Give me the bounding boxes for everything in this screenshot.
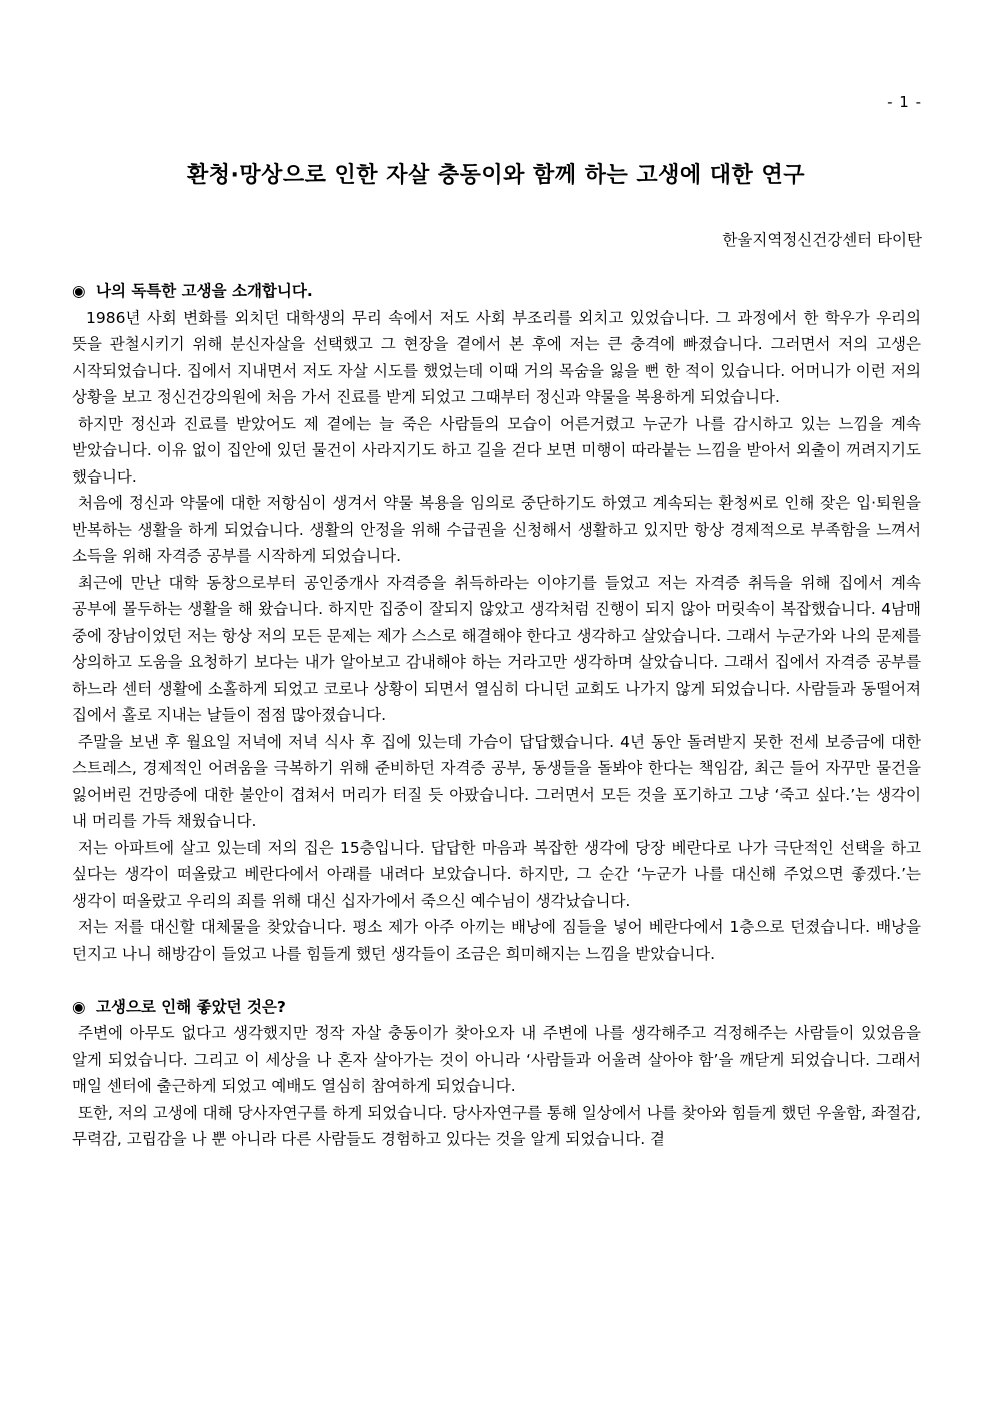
author-affiliation: 한울지역정신건강센터 타이탄 [722,231,922,249]
section-heading-text: 나의 독특한 고생을 소개합니다. [96,282,313,300]
section-heading [72,278,921,305]
document-title: 환청·망상으로 인한 자살 충동이와 함께 하는 고생에 대한 연구 [187,163,805,188]
paragraph: 저는 저를 대신할 대체물을 찾았습니다. 평소 제가 아주 아끼는 배낭에 짐들을 넣어 베란다에서 1층으로 던졌습니다. 배낭을 던지고 나니 해방감이 들었고 나를 힘들게 했던 생각들이 조금은 희미해지는 느낌을 받았습니다. [72,918,921,963]
paragraph: 주변에 아무도 없다고 생각했지만 정작 자살 충동이가 찾아오자 내 주변에 나를 생각해주고 걱정해주는 사람들이 있었음을 알게 되었습니다. 그리고 이 세상을 나 혼자 살아가는 것이 아니라 ‘사람들과 어울려 살아야 함’을 깨닫게 되었습니다. 그래서 매일 센터에 출근하게 되었고 예배도 열심히 참여하게 되었습니다. [72,1024,921,1095]
paragraph: 1986년 사회 변화를 외치던 대학생의 무리 속에서 저도 사회 부조리를 외치고 있었습니다. 그 과정에서 한 학우가 우리의 뜻을 관철시키기 위해 분신자살을 선택했고 그 현장을 곁에서 본 후에 저는 큰 충격에 빠졌습니다. 그러면서 저의 고생은 시작되었습니다. 집에서 지내면서 저도 자살 시도를 했었는데 이때 거의 목숨을 잃을 뻔 한 적이 있습니다. 어머니가 이런 저의 상황을 보고 정신건강의원에 처음 가서 진료를 받게 되었고 그때부터 정신과 약물을 복용하게 되었습니다. [72,308,921,406]
paragraph: 주말을 보낸 후 월요일 저녁에 저녁 식사 후 집에 있는데 가슴이 답답했습니다. 4년 동안 돌려받지 못한 전세 보증금에 대한 스트레스, 경제적인 어려움을 극복하기 위해 준비하던 자격증 공부, 동생들을 돌봐야 한다는 책임감, 최근 들어 자꾸만 물건을 잃어버린 건망증에 대한 불안이 겹쳐서 머리가 터질 듯 아팠습니다. 그러면서 모든 것을 포기하고 그냥 ‘죽고 싶다.’는 생각이 내 머리를 가득 채웠습니다. [72,732,921,830]
paragraph: 최근에 만난 대학 동창으로부터 공인중개사 자격증을 취득하라는 이야기를 들었고 저는 자격증 취득을 위해 집에서 계속 공부에 몰두하는 생활을 해 왔습니다. 하지만 집중이 잘되지 않았고 생각처럼 진행이 되지 않아 머릿속이 복잡했습니다. 4남매 중에 장남이었던 저는 항상 저의 모든 문제는 제가 스스로 해결해야 한다고 생각하고 살았습니다. 그래서 누군가와 나의 문제를 상의하고 도움을 요청하기 보다는 내가 알아보고 감내해야 하는 거라고만 생각하며 살았습니다. 그래서 집에서 자격증 공부를 하느라 센터 생활에 소홀하게 되었고 코로나 상황이 되면서 열심히 다니던 교회도 나가지 않게 되었습니다. 사람들과 동떨어져 집에서 홀로 지내는 날들이 점점 많아졌습니다. [72,573,921,724]
bullet-circle-icon: ◉ [72,997,86,1016]
section-benefits [72,994,921,1153]
page-number: - 1 - [887,93,922,111]
section-introduction [72,278,921,967]
section-spacer [72,967,921,994]
paragraph: 처음에 정신과 약물에 대한 저항심이 생겨서 약물 복용을 임의로 중단하기도 하였고 계속되는 환청씨로 인해 잦은 입·퇴원을 반복하는 생활을 하게 되었습니다. 생활의 안정을 위해 수급권을 신청해서 생활하고 있지만 항상 경제적으로 부족함을 느껴서 소득을 위해 자격증 공부를 시작하게 되었습니다. [72,494,921,565]
paragraph: 하지만 정신과 진료를 받았어도 제 곁에는 늘 죽은 사람들의 모습이 어른거렸고 누군가 나를 감시하고 있는 느낌을 계속 받았습니다. 이유 없이 집안에 있던 물건이 사라지기도 하고 길을 걷다 보면 미행이 따라붙는 느낌을 받아서 외출이 꺼려지기도 했습니다. [72,414,921,486]
paragraph: 저는 아파트에 살고 있는데 저의 집은 15층입니다. 답답한 마음과 복잡한 생각에 당장 베란다로 나가 극단적인 선택을 하고 싶다는 생각이 떠올랐고 베란다에서 아래를 내려다 보았습니다. 하지만, 그 순간 ‘누군가 나를 대신해 주었으면 좋겠다.’는 생각이 떠올랐고 우리의 죄를 위해 대신 십자가에서 죽으신 예수님이 생각났습니다. [72,838,921,910]
section-heading [72,994,921,1021]
document-body [72,278,921,1153]
section-heading-text: 고생으로 인해 좋았던 것은? [96,997,286,1016]
bullet-circle-icon: ◉ [72,282,86,300]
paragraph: 또한, 저의 고생에 대해 당사자연구를 하게 되었습니다. 당사자연구를 통해 일상에서 나를 찾아와 힘들게 했던 우울함, 좌절감, 무력감, 고립감을 나 뿐 아니라 다른 사람들도 경험하고 있다는 것을 알게 되었습니다. 곁 [72,1103,921,1148]
